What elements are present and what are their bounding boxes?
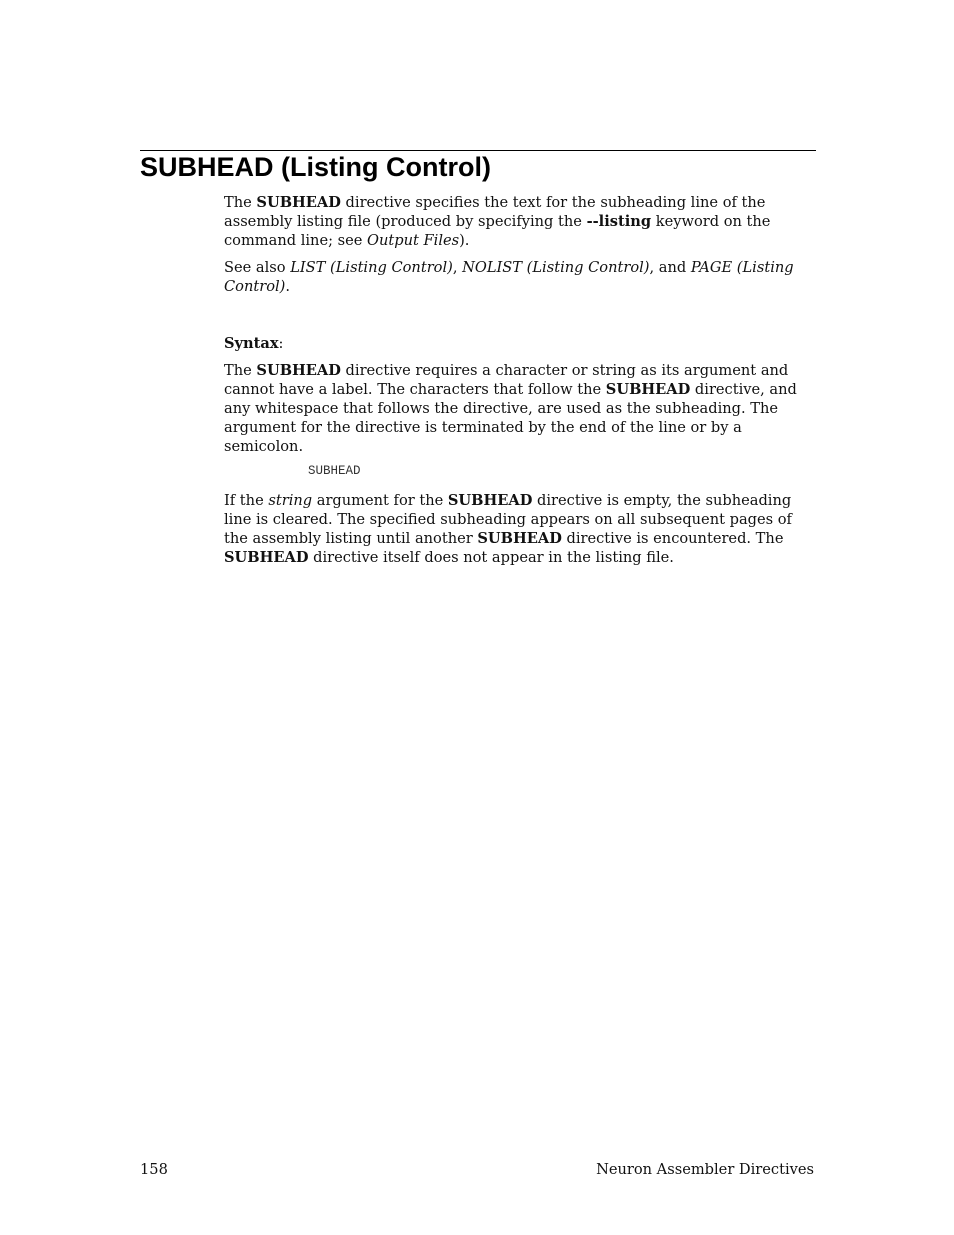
body-content: [224, 193, 816, 575]
page-number: 158: [140, 1161, 168, 1178]
keyword-subhead: SUBHEAD: [447, 492, 533, 509]
keyword-subhead: SUBHEAD: [256, 362, 341, 379]
page-title: SUBHEAD (Listing Control): [140, 152, 491, 182]
keyword-subhead: SUBHEAD: [224, 549, 309, 566]
spacer: [224, 304, 816, 334]
nolist-link[interactable]: NOLIST (Listing Control): [462, 259, 650, 276]
output-files-link[interactable]: Output Files: [367, 232, 460, 249]
list-link[interactable]: LIST (Listing Control): [290, 259, 453, 276]
string-term: string: [268, 492, 313, 509]
page-link[interactable]: PAGE (Listing Control): [224, 259, 794, 295]
listing-option: --listing: [586, 213, 652, 230]
syntax-heading: Syntax:: [224, 335, 284, 352]
keyword-subhead: SUBHEAD: [605, 381, 691, 398]
see-also-paragraph: See also LIST (Listing Control), NOLIST (Listing Control), and PAGE (Listing Control).: [224, 259, 794, 295]
footer-section-title: Neuron Assembler Directives: [596, 1161, 814, 1178]
intro-paragraph: The SUBHEAD directive specifies the text for the subheading line of the assembly listing file (produced by specifying the --listing keyword on the command line; see Output Files).: [224, 194, 771, 249]
string-paragraph: If the string argument for the SUBHEAD directive is empty, the subheading line is cleared. The specified subheading appears on all subsequent pages of the assembly listing until another SUBHEAD directive is encountered. The SUBHEAD directive itself does not appear in the listing file.: [224, 492, 792, 566]
syntax-paragraph: The SUBHEAD directive requires a character or string as its argument and cannot have a label. The characters that follow the SUBHEAD directive, and any whitespace that follows the directive, are used as the subheading. The argument for the directive is terminated by the end of the line or by a semicolon.: [224, 362, 797, 455]
keyword-subhead: SUBHEAD: [256, 194, 341, 211]
code-example: SUBHEAD: [308, 464, 361, 478]
keyword-subhead: SUBHEAD: [477, 530, 562, 547]
